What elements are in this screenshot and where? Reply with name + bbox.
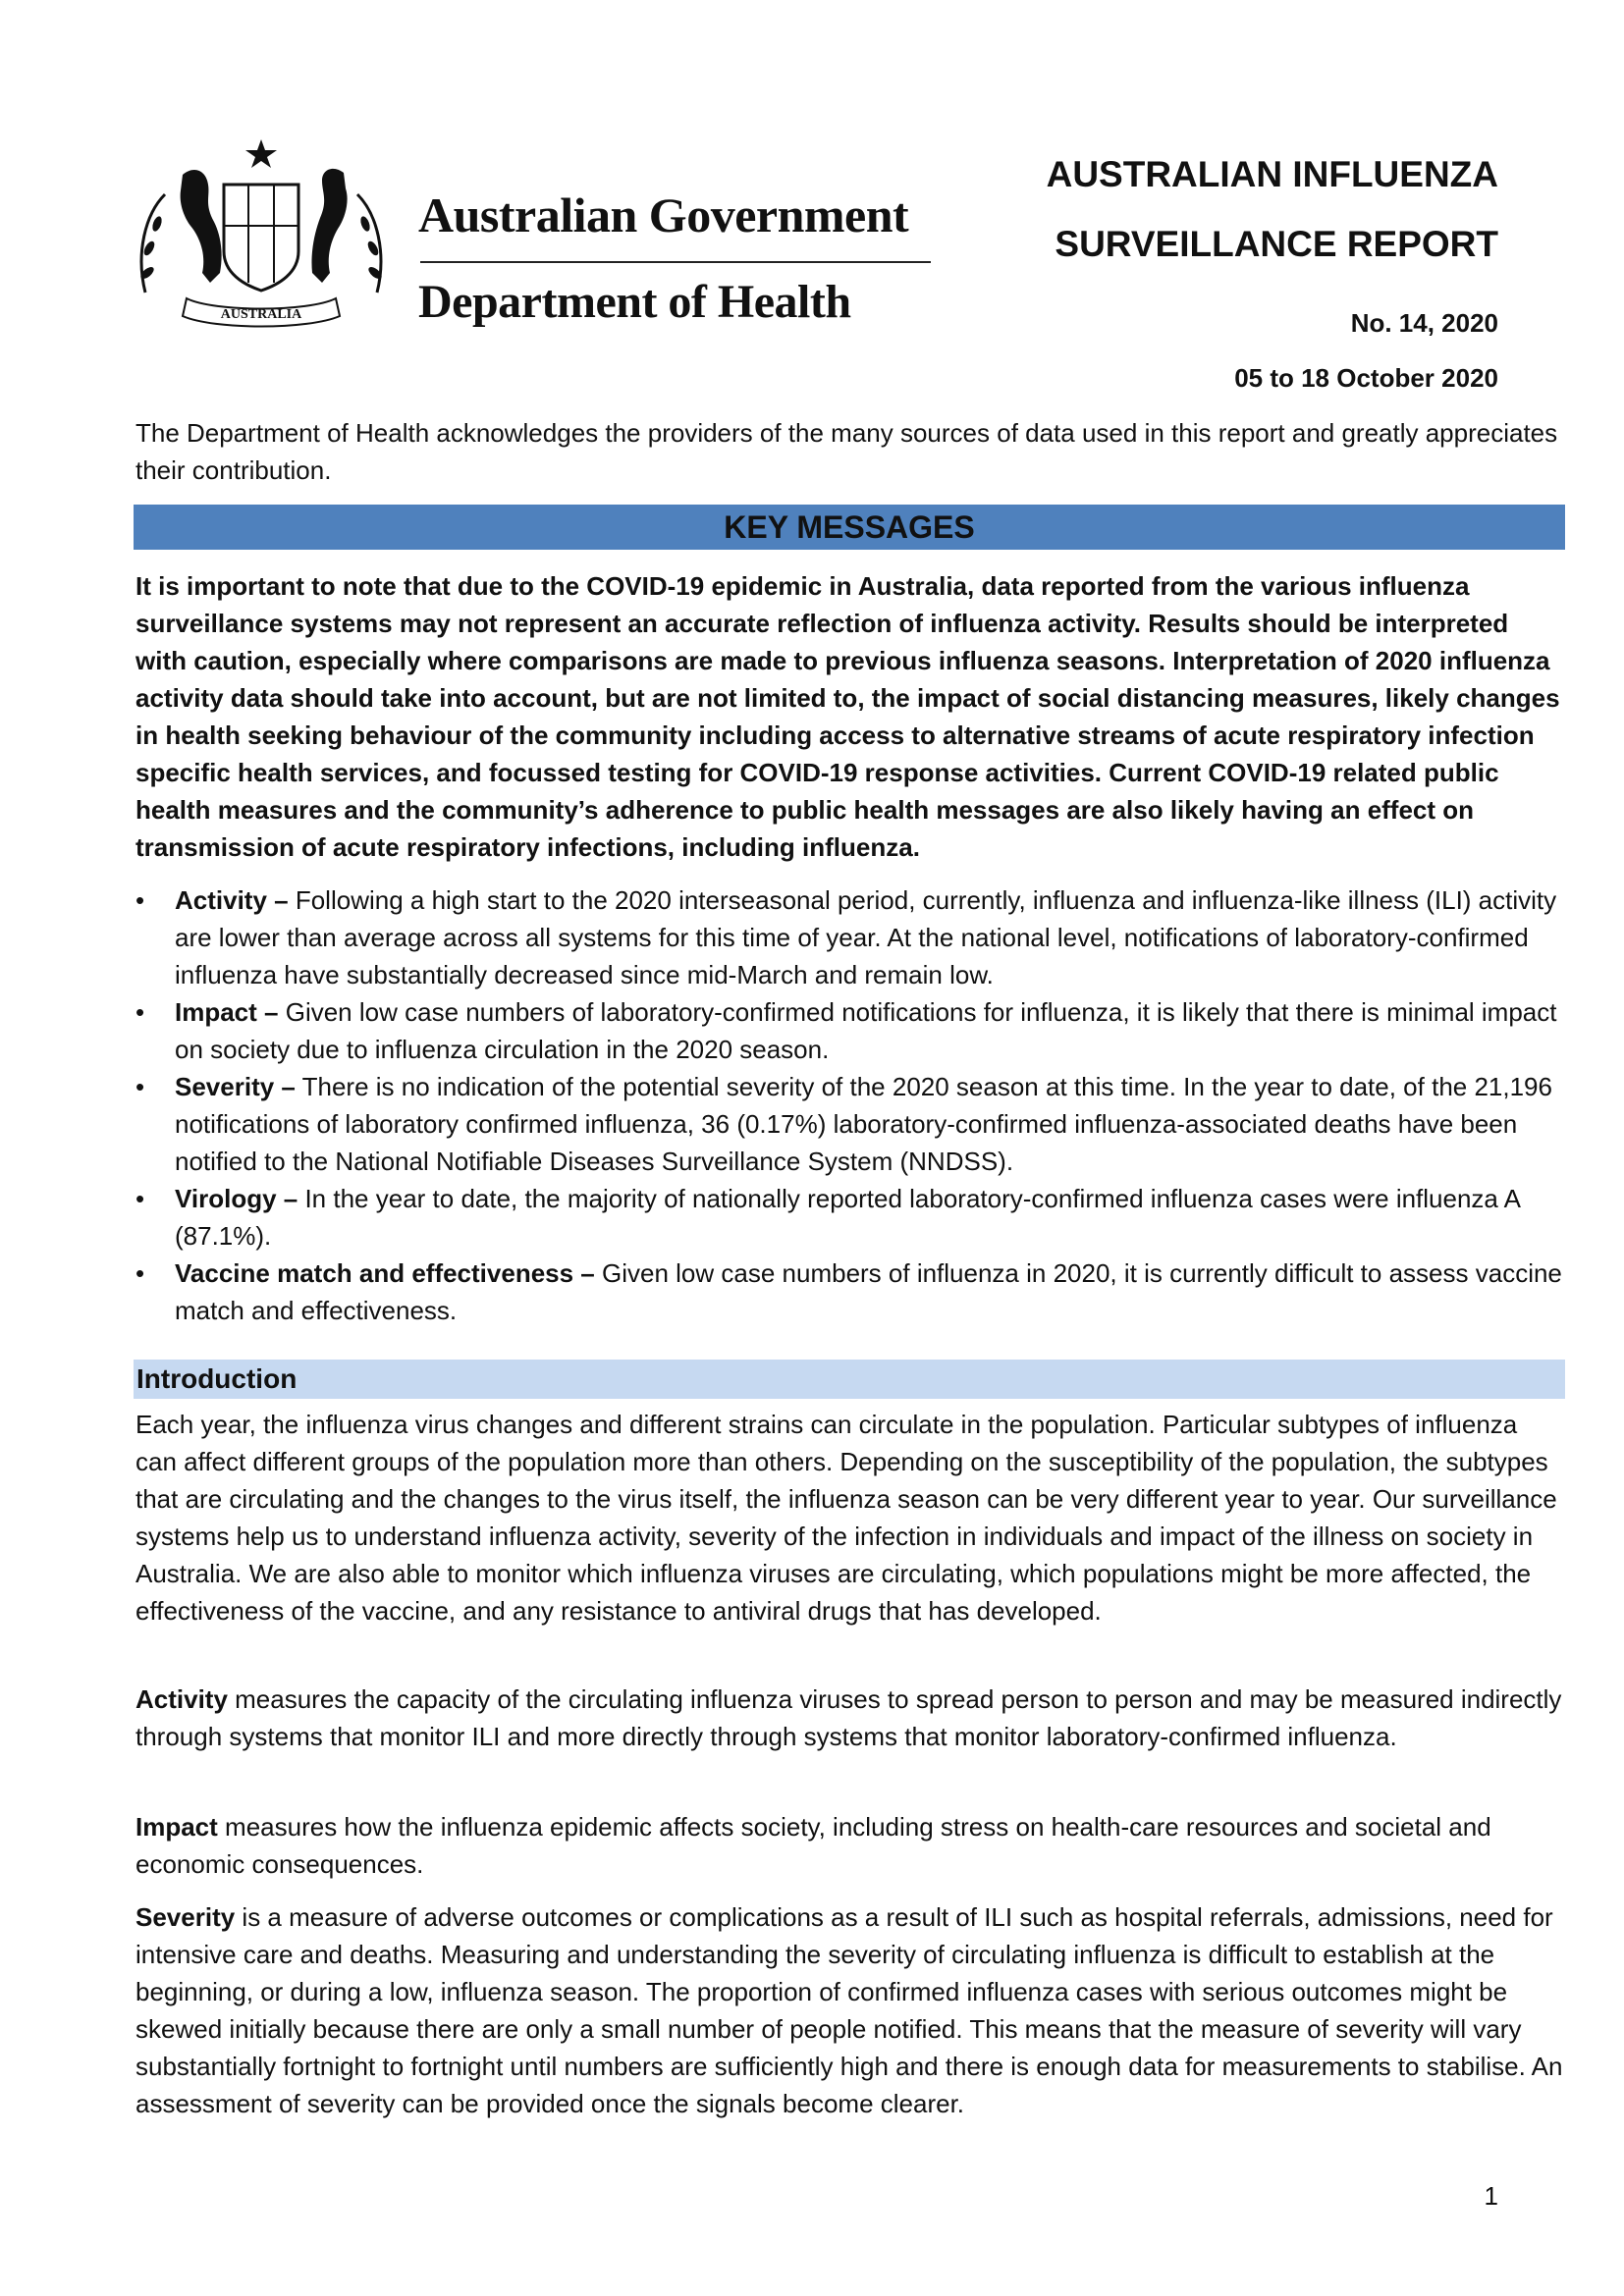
report-title-line-1: AUSTRALIAN INFLUENZA bbox=[1046, 154, 1498, 194]
bullet-term: Vaccine match and effectiveness – bbox=[175, 1258, 595, 1288]
crest-scroll-text: AUSTRALIA bbox=[220, 307, 302, 322]
header-divider bbox=[420, 261, 931, 263]
bullet-text: There is no indication of the potential severity of the 2020 season at this time. In the year to date, of the 21,196 notifications of laboratory confirmed influenza, 36 (0.17%) laboratory-confirmed influenza-associated deaths have been notified to the National Notifiable Diseases Surveillance System (NNDSS). bbox=[175, 1072, 1552, 1176]
paragraph-text: measures the capacity of the circulating influenza viruses to spread person to person and may be measured indirectly through systems that monitor ILI and more directly through systems that monitor laboratory-confirmed influenza. bbox=[135, 1684, 1562, 1751]
key-message-severity bbox=[135, 1068, 1563, 1180]
key-messages-list bbox=[135, 881, 1563, 1329]
bullet-term: Activity – bbox=[175, 885, 289, 915]
paragraph-lead: Severity bbox=[135, 1902, 236, 1932]
severity-paragraph bbox=[135, 1898, 1563, 2122]
bullet-text: Given low case numbers of influenza in 2020, it is currently difficult to assess vaccine match and effectiveness. bbox=[175, 1258, 1562, 1325]
paragraph-text: is a measure of adverse outcomes or complications as a result of ILI such as hospital referrals, admissions, need for intensive care and deaths. Measuring and understanding the severity of circulating influenza is difficult to establish at the beginning, or during a low, influenza season. The proportion of confirmed influenza cases with serious outcomes might be skewed initially because there are only a small number of people notified. This means that the measure of severity will vary substantially fortnight to fortnight until numbers are sufficiently high and there is enough data for measurements to stabilise. An assessment of severity can be provided once the signals become clearer. bbox=[135, 1902, 1563, 2118]
government-name: Australian Government bbox=[418, 187, 909, 242]
bullet-text: Following a high start to the 2020 interseasonal period, currently, influenza and influenza-like illness (ILI) activity are lower than average across all systems for this time of year. At the national level, notifications of laboratory-confirmed influenza have substantially decreased since mid-March and remain low. bbox=[175, 885, 1557, 989]
bullet-term: Severity – bbox=[175, 1072, 296, 1101]
key-message-activity bbox=[135, 881, 1563, 993]
paragraph-lead: Activity bbox=[135, 1684, 228, 1714]
bullet-text: In the year to date, the majority of nationally reported laboratory-confirmed influenza cases were influenza A (87.1%). bbox=[175, 1184, 1520, 1251]
paragraph-text: measures how the influenza epidemic affects society, including stress on health-care resources and societal and economic consequences. bbox=[135, 1812, 1491, 1879]
introduction-paragraph: Each year, the influenza virus changes and different strains can circulate in the population. Particular subtypes of influenza can affect different groups of the population more than others. Depending on the susceptibility of the population, the subtypes that are circulating and the changes to the virus itself, the influenza season can be very different year to year. Our surveillance systems help us to understand influenza activity, severity of the infection in individuals and impact of the illness on society in Australia. We are also able to monitor which influenza viruses are circulating, which populations might be more affected, the effectiveness of the vaccine, and any resistance to antiviral drugs that has developed. bbox=[135, 1410, 1557, 1626]
department-name: Department of Health bbox=[418, 276, 851, 328]
key-message-impact bbox=[135, 993, 1563, 1068]
report-period: 05 to 18 October 2020 bbox=[1234, 363, 1498, 393]
key-messages-heading: KEY MESSAGES bbox=[134, 505, 1565, 550]
bullet-text: Given low case numbers of laboratory-confirmed notifications for influenza, it is likely that there is minimal impact on society due to influenza circulation in the 2020 season. bbox=[175, 997, 1557, 1064]
impact-paragraph bbox=[135, 1808, 1563, 1883]
report-title bbox=[1047, 139, 1498, 279]
key-message-virology bbox=[135, 1180, 1563, 1255]
coat-of-arms-logo bbox=[126, 135, 397, 338]
paragraph-lead: Impact bbox=[135, 1812, 218, 1842]
key-message-vaccine bbox=[135, 1255, 1563, 1329]
bullet-term: Impact – bbox=[175, 997, 279, 1027]
activity-paragraph bbox=[135, 1681, 1563, 1755]
covid-caution-text: It is important to note that due to the COVID-19 epidemic in Australia, data reported from the various influenza surveillance systems may not represent an accurate reflection of influenza activity. Results should be interpreted with caution, especially where comparisons are made to previous influenza seasons. Interpretation of 2020 influenza activity data should take into account, but are not limited to, the impact of social distancing measures, likely changes in health seeking behaviour of the community including access to alternative streams of acute respiratory infection specific health services, and focussed testing for COVID-19 response activities. Current COVID-19 related public health measures and the community’s adherence to public health messages are also likely having an effect on transmission of acute respiratory infections, including influenza. bbox=[135, 571, 1560, 862]
bullet-term: Virology – bbox=[175, 1184, 298, 1213]
introduction-heading: Introduction bbox=[134, 1360, 1565, 1399]
report-number: No. 14, 2020 bbox=[1350, 308, 1498, 338]
page-number: 1 bbox=[1484, 2181, 1498, 2211]
report-title-line-2: SURVEILLANCE REPORT bbox=[1055, 224, 1498, 264]
acknowledgement-text: The Department of Health acknowledges the providers of the many sources of data used in this report and greatly appreciates their contribution. bbox=[135, 418, 1558, 485]
